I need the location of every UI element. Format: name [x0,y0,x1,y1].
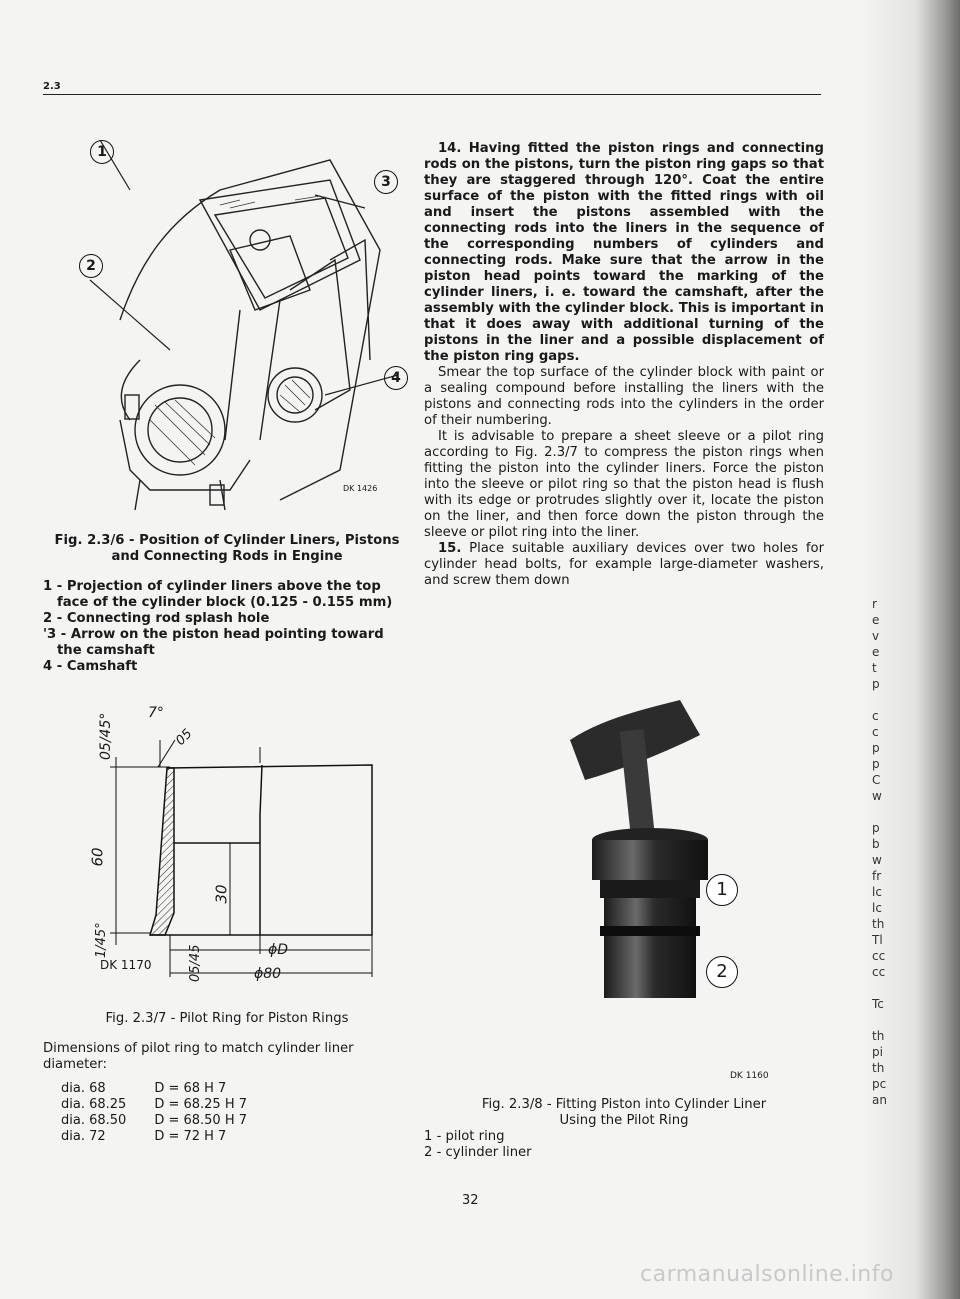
bleed-letter [872,804,887,820]
bleed-letter: p [872,757,880,771]
bleed-letter: Tl [872,933,883,947]
fig6-callout-3: 3 [374,170,398,194]
table-row [61,1129,275,1145]
fig7-dim-80: ϕ80 [254,966,282,982]
bleed-letter: cc [872,949,886,963]
bleed-letter [872,692,887,708]
fig6-title-line2: and Connecting Rods in Engine [111,549,343,564]
fig7-dims-intro: Dimensions of pilot ring to match cylinder liner diameter: [43,1041,354,1072]
bleed-letter: Tc [872,997,884,1011]
d-cell: D = 72 H 7 [154,1129,227,1144]
bleed-letter: v [872,629,880,643]
bleed-letter: w [872,789,882,803]
fig7-pilot-ring-drawing [80,695,400,995]
fig8-callout-1: 1 [706,874,738,906]
paragraph-14 [424,141,824,365]
fig7-dim-D: ϕD [268,942,289,958]
fig7-dim-30: 30 [212,884,231,904]
bleed-letter [872,1012,887,1028]
fig7-dim-inner-chamfer: 05/45 [188,944,203,982]
bleed-letter: w [872,853,882,867]
bleed-letter: c [872,709,879,723]
fig7-dims-table [61,1081,275,1145]
paragraph-advisable: It is advisable to prepare a sheet sleeve or a pilot ring according to Fig. 2.3/7 to compress the piston rings when fitting the piston into the cylinder liners. Force the piston into the sleeve or pilot ring so that the piston head is flush with its edge or protrudes slightly over it, locate the piston on the liner, and then force down the piston through the sleeve or pilot ring into the liner. [424,429,824,540]
fig6-legend [43,579,411,675]
dia-cell: dia. 68.25 [61,1097,127,1112]
bleed-letter: p [872,821,880,835]
step-number: 14. [438,141,462,156]
fig7-dim-60: 60 [88,847,107,867]
fig6-callout-1: 1 [90,140,114,164]
bleed-letter: lc [872,885,882,899]
fig7-dim-angle: 7° [148,705,164,721]
bleed-letter: an [872,1093,887,1107]
paragraph-text: Place suitable auxiliary devices over two holes for cylinder head bolts, for example large-diameter washers, and screw them down [424,541,824,588]
bleed-letter: pi [872,1045,883,1059]
body-text [424,141,824,589]
bleed-letter: e [872,645,880,659]
fig7-caption: Fig. 2.3/7 - Pilot Ring for Piston Rings [105,1011,349,1026]
fig8-title-line1: Fig. 2.3/8 - Fitting Piston into Cylinder Liner [481,1097,767,1112]
bleed-letter: p [872,677,880,691]
paragraph-15 [424,541,824,589]
bleed-letter: fr [872,869,882,883]
bleed-letter: t [872,661,877,675]
paragraph-text: Having fitted the piston rings and connecting rods on the pistons, turn the piston ring gaps so that they are staggered through 120°. Coat the entire surface of the piston with the fitted rings with oil and insert the pistons assembled with the connecting rods into the liners in the sequence of the corresponding numbers of cylinders and connecting rods. Make sure that the arrow in the piston head points toward the marking of the cylinder liners, i. e. toward the camshaft, after the assembly with the cylinder block. This is important in that it does away with additional turning of the pistons in the liner and a possible displacement of the piston ring gaps. [424,141,824,364]
bleed-letter: p [872,741,880,755]
bleed-letter: r [872,597,877,611]
fig7-dim-top-chamfer: 05/45° [98,712,114,760]
table-row [61,1097,275,1113]
fig8-callout-2: 2 [706,956,738,988]
d-cell: D = 68 H 7 [154,1081,227,1096]
d-cell: D = 68.25 H 7 [154,1097,248,1112]
fig6-callout-4: 4 [384,366,408,390]
step-number: 15. [438,541,462,556]
dia-cell: dia. 72 [61,1129,106,1144]
table-row [61,1113,275,1129]
fig8-legend-item: 1 - pilot ring [424,1129,505,1144]
fig6-callout-2: 2 [79,254,103,278]
fig6-legend-item: 2 - Connecting rod splash hole [43,611,270,626]
fig6-legend-item: 1 - Projection of cylinder liners above the top face of the cylinder block (0.125 - 0.155 mm) [43,579,393,610]
bleed-letter: pc [872,1077,887,1091]
bleed-letter: b [872,837,880,851]
fig8-caption [424,1097,824,1161]
bleed-letter: e [872,613,880,627]
page-number: 32 [462,1193,479,1208]
fig8-title-line2: Using the Pilot Ring [559,1113,689,1128]
fig6-caption [43,533,411,565]
bleed-letter: lc [872,901,882,915]
fig8-code: DK 1160 [730,1071,769,1081]
fig6-legend-item: '3 - Arrow on the piston head pointing toward the camshaft [43,627,384,658]
fig6-code: DK 1426 [343,484,378,493]
bleed-letter: th [872,1061,885,1075]
section-number: 2.3 [43,81,61,92]
dia-cell: dia. 68 [61,1081,106,1096]
fig8-legend-item: 2 - cylinder liner [424,1145,532,1160]
bleed-letter: C [872,773,881,787]
fig6-legend-item: 4 - Camshaft [43,659,138,674]
paragraph-smear: Smear the top surface of the cylinder block with paint or a sealing compound before installing the liners with the pistons and connecting rods into the cylinders in the order of their numbering. [424,365,824,428]
dia-cell: dia. 68.50 [61,1113,127,1128]
next-page-bleed-text [872,596,887,1108]
fig6-title-line1: Fig. 2.3/6 - Position of Cylinder Liners, Pistons [54,533,400,548]
d-cell: D = 68.50 H 7 [154,1113,248,1128]
bleed-letter: cc [872,965,886,979]
header-rule [43,94,821,95]
bleed-letter [872,980,887,996]
watermark: carmanualsonline.info [640,1262,894,1287]
bleed-letter: th [872,1029,885,1043]
fig6-engine-drawing [80,140,410,520]
fig7-dim-05: 05 [173,726,196,749]
bleed-letter: c [872,725,879,739]
fig7-code: DK 1170 [100,958,152,972]
fig7-dim-bottom-chamfer: 1/45° [94,922,109,958]
fig8-photo [560,700,774,1000]
bleed-letter: th [872,917,885,931]
table-row [61,1081,275,1097]
